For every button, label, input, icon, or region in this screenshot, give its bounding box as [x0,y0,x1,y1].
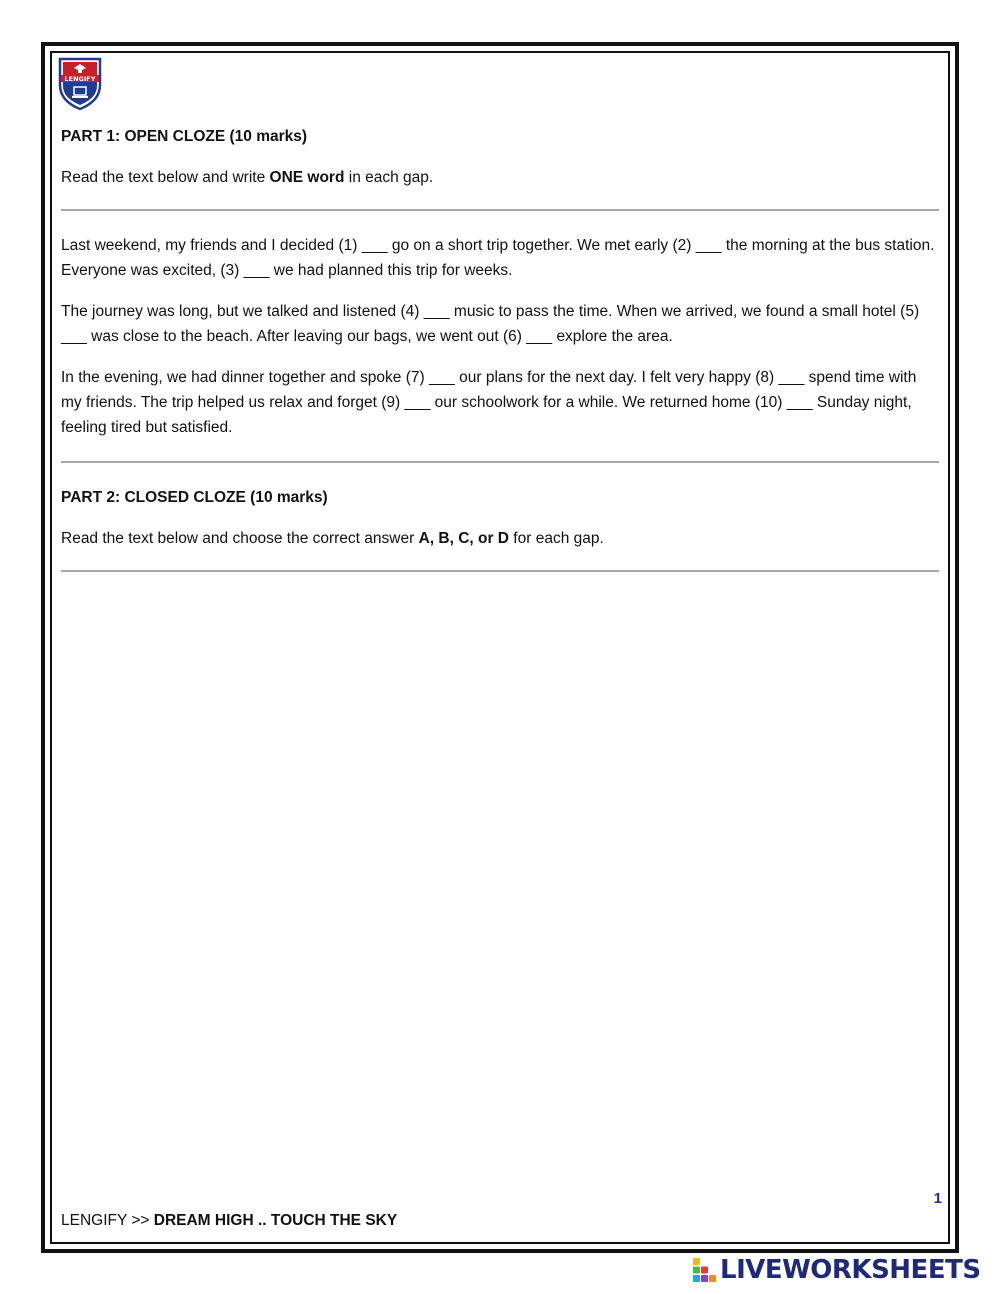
footer-prefix: LENGIFY >> [61,1212,154,1229]
divider [61,461,939,463]
passage-paragraph-3: In the evening, we had dinner together and spoke (7) ___ our plans for the next day. I felt very happy (8) ___ spend time with my friends. The trip helped us relax and forget (9) ___ our schoolwork for a while. We returned home (10) ___ Sunday night, feeling tired but satisfied. [61,369,917,436]
page-number: 1 [933,1190,942,1207]
footer [61,1212,397,1230]
divider [61,570,939,572]
divider [61,209,939,211]
part1-instruction [61,165,939,190]
worksheet-content [61,124,939,594]
part2-instruction-bold: A, B, C, or D [418,530,509,547]
liveworksheets-brand[interactable] [693,1255,981,1285]
liveworksheets-logo-text: LIVEWORKSHEETS [720,1255,981,1285]
part1-instruction-bold: ONE word [269,169,345,186]
liveworksheets-icon [693,1257,717,1283]
part2-instruction-pre: Read the text below and choose the correct answer [61,530,419,547]
part2-instruction-post: for each gap. [509,530,604,547]
logo-text: LENGIFY [64,75,96,83]
part2-heading: PART 2: CLOSED CLOZE (10 marks) [61,489,328,506]
part1-instruction-pre: Read the text below and write [61,169,270,186]
part1-heading: PART 1: OPEN CLOZE (10 marks) [61,128,308,145]
part1-instruction-post: in each gap. [344,169,434,186]
passage-paragraph-2: The journey was long, but we talked and listened (4) ___ music to pass the time. When we arrived, we found a small hotel (5) ___ was close to the beach. After leaving our bags, we went out (6) ___ explore the area. [61,303,920,345]
footer-slogan: DREAM HIGH .. TOUCH THE SKY [153,1212,398,1229]
lengify-logo [56,55,104,111]
passage-paragraph-1: Last weekend, my friends and I decided (1) ___ go on a short trip together. We met early (2) ___ the morning at the bus station. Everyone was excited, (3) ___ we had planned this trip for weeks. [61,237,935,279]
part2-instruction [61,526,939,551]
